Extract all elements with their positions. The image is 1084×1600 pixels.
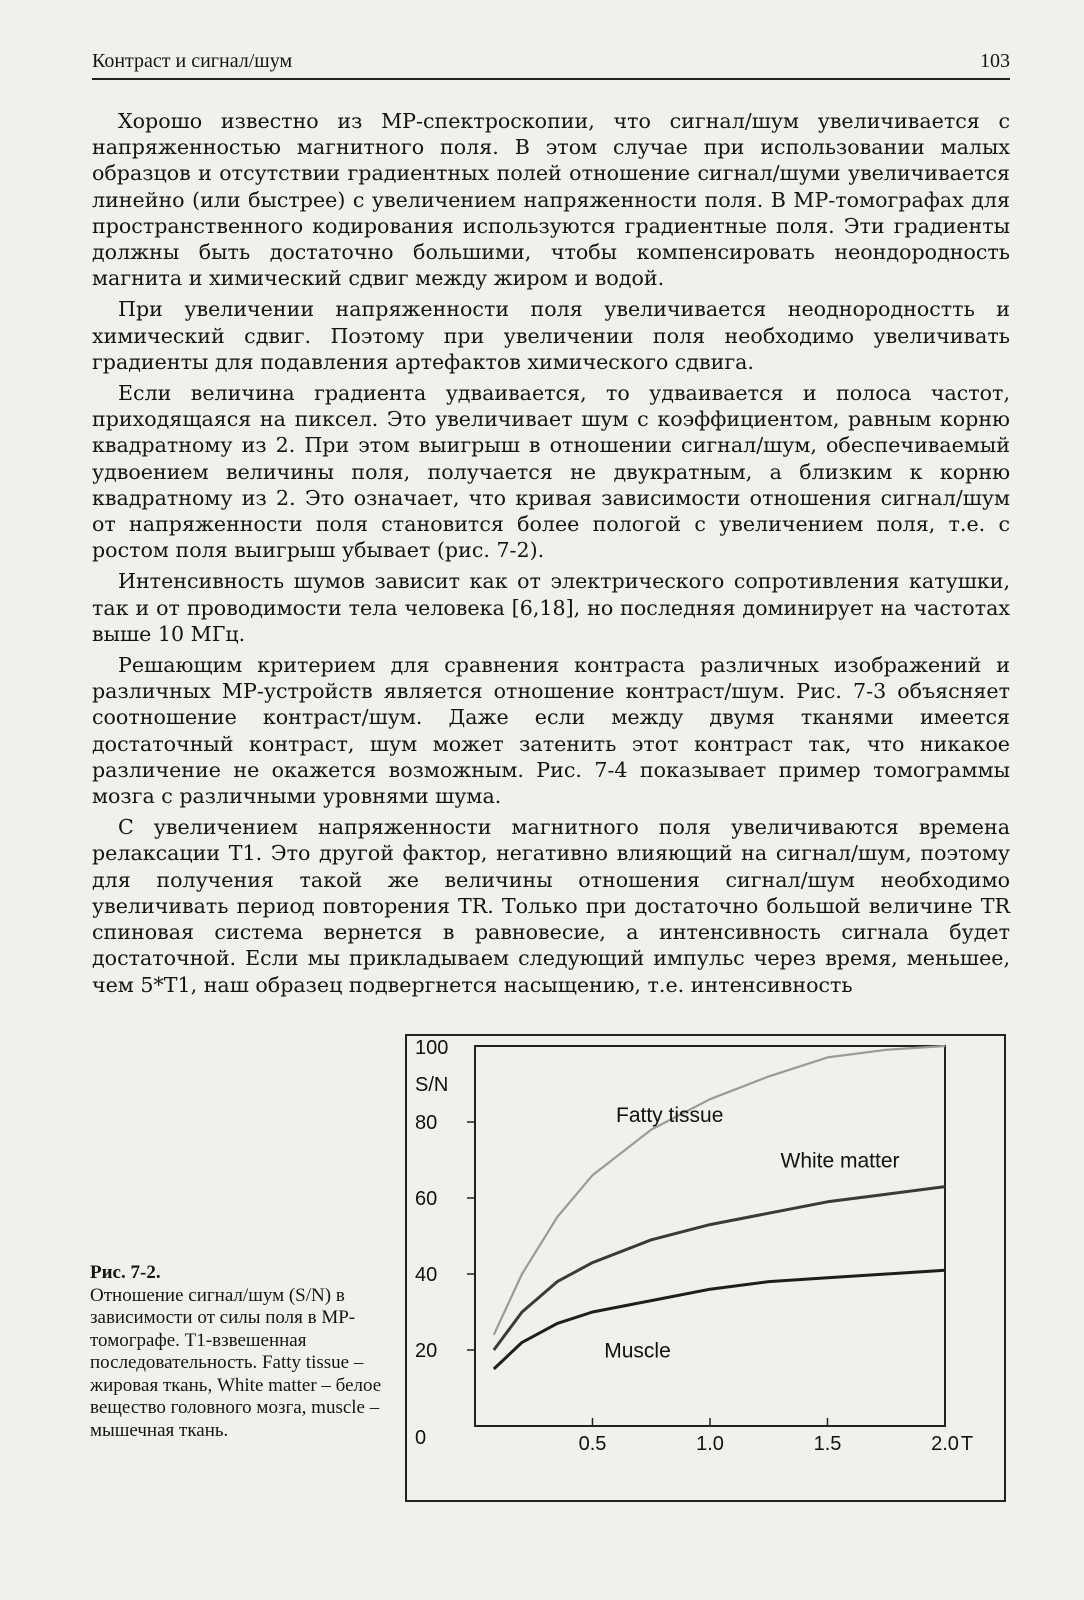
sn-chart <box>407 1036 1004 1500</box>
y-tick-label: 100 <box>415 1037 449 1059</box>
paragraph: С увеличением напряженности магнитного поля увеличиваются времена релаксации T1. Это другой фактор, негативно влияющий на сигнал/шум, поэтому для получения такой же величины отношения сигнал/шум необходимо увеличивать период повторения TR. Только при достаточно большой величине TR спиновая система вернется в равновесие, а интенсивность сигнала будет достаточной. Если мы прикладываем следующий импульс через время, меньшее, чем 5*T1, наш образец подвергнется насыщению, т.е. интенсивность <box>92 815 1010 997</box>
figure-caption-label: Рис. 7-2. <box>90 1262 161 1283</box>
y-tick-label: 80 <box>415 1112 438 1134</box>
x-tick-label: 2.0 <box>931 1433 959 1455</box>
y-tick-label: 60 <box>415 1188 438 1210</box>
paragraph: При увеличении напряженности поля увеличивается неоднородностть и химический сдвиг. Поэтому при увеличении поля необходимо увеличивать градиенты для подавления артефактов химического сдвига. <box>92 297 1010 374</box>
x-axis-unit: T <box>960 1433 974 1455</box>
running-title: Контраст и сигнал/шум <box>92 50 293 72</box>
paragraph: Хорошо известно из МР-спектроскопии, что сигнал/шум увеличивается с напряженностью магнитного поля. В этом случае при использовании малых образцов и отсутствии градиентных полей отношение сигнал/шуми увеличивается линейно (или быстрее) с увеличением напряженности поля. В МР-томографах для пространственного кодирования используются градиентные поля. Эти градиенты должны быть достаточно большими, чтобы компенсировать неондородность магнита и химический сдвиг между жиром и водой. <box>92 109 1010 291</box>
paragraph: Решающим критерием для сравнения контраста различных изображений и различных МР-устройств является отношение контраст/шум. Рис. 7-3 объясняет соотношение контраст/шум. Даже если между двумя тканями имеется достаточный контраст, шум может затенить этот контраст так, что никакое различение не окажется возможным. Рис. 7-4 показывает пример томограммы мозга с различными уровнями шума. <box>92 653 1010 809</box>
y-tick-label: 20 <box>415 1340 438 1362</box>
page-number: 103 <box>980 50 1010 72</box>
series-label: Fatty tissue <box>616 1104 724 1127</box>
figure-caption-text: Отношение сигнал/шум (S/N) в зависимости от силы поля в МР-томографе. T1-взвешенная последовательность. Fatty tissue – жировая ткань, White matter – белое вещество головного мозга, muscle – мышечная ткань. <box>90 1284 382 1441</box>
y-tick-label: 0 <box>415 1427 427 1449</box>
body-text <box>92 108 1010 1003</box>
x-tick-label: 1.5 <box>813 1433 842 1455</box>
figure-frame <box>405 1034 1006 1502</box>
x-tick-label: 1.0 <box>696 1433 724 1455</box>
series-label: White matter <box>780 1149 900 1173</box>
page-header <box>92 44 1010 80</box>
paragraph: Интенсивность шумов зависит как от электрического сопротивления катушки, так и от проводимости тела человека [6,18], но последняя доминирует на частотах выше 10 МГц. <box>92 569 1010 646</box>
paragraph: Если величина градиента удваивается, то удваивается и полоса частот, приходящаяся на пиксел. Это увеличивает шум с коэффициентом, равным корню квадратному из 2. При этом выигрыш в отношении сигнал/шум, обеспечиваемый удвоением величины поля, получается не двукратным, а близким к корню квадратному из 2. Это означает, что кривая зависимости отношения сигнал/шум от напряженности поля становится более пологой с увеличением поля, т.е. с ростом поля выигрыш убывает (рис. 7-2). <box>92 381 1010 563</box>
y-axis-label: S/N <box>415 1074 449 1096</box>
x-tick-label: 0.5 <box>578 1433 607 1455</box>
series-line <box>494 1270 945 1369</box>
series-label: Muscle <box>604 1339 671 1363</box>
y-tick-label: 40 <box>415 1264 438 1286</box>
figure-caption <box>90 1262 390 1442</box>
series-line <box>494 1046 945 1335</box>
